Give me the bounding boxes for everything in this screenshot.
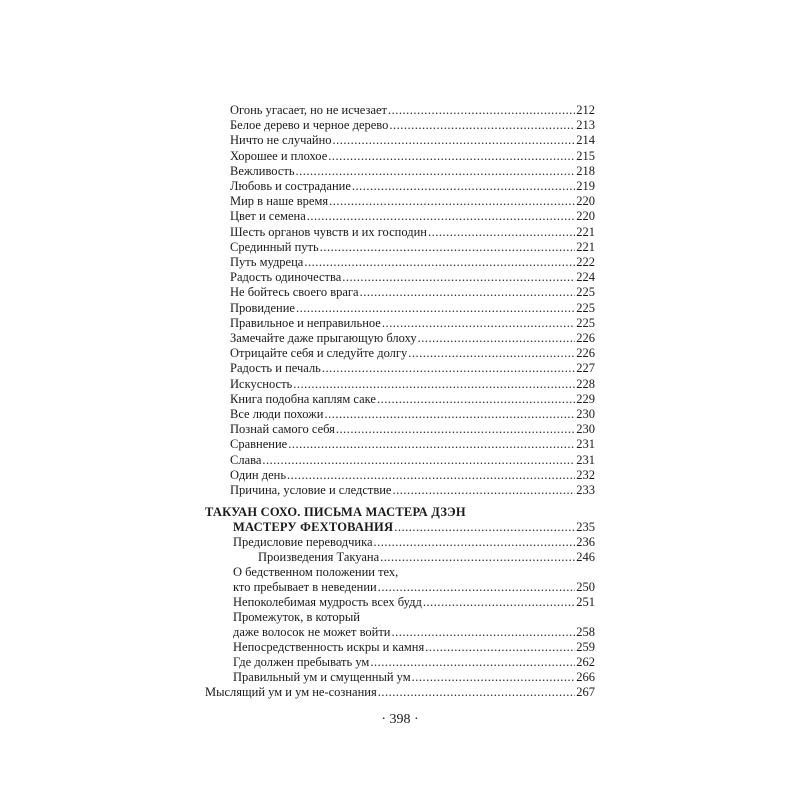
toc-entry-title: Не бойтесь своего врага <box>230 285 359 300</box>
toc-entry <box>230 468 595 483</box>
toc-entry <box>230 301 595 316</box>
toc-entry-page: 251 <box>576 595 595 609</box>
toc-entry-page: 220 <box>576 194 595 209</box>
leader-dots <box>394 520 575 535</box>
leader-dots <box>389 118 575 133</box>
toc-entry-page: 214 <box>576 133 595 148</box>
toc-entry-title: Непоколебимая мудрость всех будд <box>233 595 422 609</box>
toc-entry-page: 266 <box>576 670 595 684</box>
leader-dots <box>287 468 575 483</box>
toc-entry-title: Произведения Такуана <box>258 550 380 564</box>
toc-entry-page: 230 <box>576 422 595 437</box>
toc-entry-section-heading <box>233 520 595 535</box>
toc-entry-page: 225 <box>576 315 595 330</box>
toc-entry-works <box>258 550 595 565</box>
leader-dots <box>293 377 575 392</box>
leader-dots <box>342 270 575 285</box>
toc-entry-title: МАСТЕРУ ФЕХТОВАНИЯ <box>233 520 394 534</box>
leader-dots <box>380 550 575 565</box>
toc-entry-page: 222 <box>576 255 595 269</box>
leader-dots <box>262 453 575 468</box>
toc-entry-thinking-mind <box>205 685 595 700</box>
toc-entry <box>230 346 595 361</box>
toc-entry-title: Все люди похожи <box>230 407 324 421</box>
toc-entry <box>230 483 595 498</box>
toc-entry <box>230 255 595 270</box>
toc-entry-page: 213 <box>576 118 595 133</box>
leader-dots <box>288 437 575 452</box>
toc-entry-title: Мир в наше время <box>230 194 329 209</box>
toc-entry-page: 259 <box>576 640 595 654</box>
toc-entry-title: Правильный ум и смущенный ум <box>233 670 411 684</box>
toc-entry-title: Путь мудреца <box>230 255 304 269</box>
toc-entry-page: 232 <box>576 467 595 482</box>
leader-dots <box>370 655 575 670</box>
leader-dots <box>329 194 575 209</box>
toc-entry-plight <box>233 580 595 595</box>
toc-entry <box>230 164 595 179</box>
toc-entry-page: 227 <box>576 361 595 376</box>
toc-entry <box>230 407 595 422</box>
toc-entry-title: Вежливость <box>230 163 295 178</box>
leader-dots <box>336 422 575 437</box>
leader-dots <box>325 407 576 422</box>
section-heading-line1: ТАКУАН СОХО. ПИСЬМА МАСТЕРА ДЗЭН <box>205 505 466 519</box>
toc-entry-page: 225 <box>576 300 595 315</box>
toc-entry-page: 219 <box>576 179 595 193</box>
toc-entry-title: Замечайте даже прыгающую блоху <box>230 331 417 345</box>
toc-entry-preface <box>233 535 595 550</box>
toc-entry-page: 224 <box>576 270 595 285</box>
leader-dots <box>378 685 576 700</box>
toc-entry-page: 236 <box>576 535 595 549</box>
toc-entry-title: Радость и печаль <box>230 361 321 376</box>
toc-entry <box>230 133 595 148</box>
page-number: · 398 · <box>381 712 419 727</box>
toc-entry-title: Отрицайте себя и следуйте долгу <box>230 346 408 361</box>
toc-entry-page: 262 <box>576 655 595 669</box>
toc-entry-title: Радость одиночества <box>230 270 342 285</box>
toc-entry <box>230 437 595 452</box>
leader-dots <box>428 225 575 240</box>
leader-dots <box>382 316 575 331</box>
toc-entry-title: Сравнение <box>230 437 288 452</box>
toc-entry-title: Причина, условие и следствие <box>230 483 392 497</box>
leader-dots <box>425 640 575 655</box>
toc-entry-page: 258 <box>576 625 595 639</box>
toc-entry-wisdom <box>233 595 595 610</box>
toc-entry <box>230 392 595 407</box>
toc-entry-page: 226 <box>576 331 595 345</box>
leader-dots <box>374 535 576 550</box>
toc-entry-where-mind <box>233 655 595 670</box>
toc-entry <box>230 240 595 255</box>
toc-entry-title: Правильное и неправильное <box>230 315 381 330</box>
toc-entry <box>230 209 595 224</box>
toc-entry <box>230 179 595 194</box>
toc-entry-page: 218 <box>576 163 595 178</box>
toc-entry <box>230 270 595 285</box>
leader-dots <box>296 164 576 179</box>
toc-entry-page: 229 <box>576 391 595 406</box>
toc-entry-title: Один день <box>230 467 287 482</box>
leader-dots <box>304 255 575 270</box>
toc-entry-page: 212 <box>576 103 595 117</box>
toc-entry-gap <box>233 625 595 640</box>
toc-entry <box>230 149 595 164</box>
toc-entry-title: Мыслящий ум и ум не-сознания <box>205 685 377 699</box>
toc-entry-plight-line1: О бедственном положении тех, <box>233 565 399 579</box>
toc-entry <box>230 194 595 209</box>
toc-entry-gap-line1: Промежуток, в который <box>233 610 360 624</box>
toc-entry-page: 235 <box>576 520 595 534</box>
toc-entry-page: 215 <box>576 148 595 163</box>
toc-entry-page: 220 <box>576 209 595 224</box>
leader-dots <box>352 179 575 194</box>
leader-dots <box>418 331 576 346</box>
toc-entry-title: Цвет и семена <box>230 209 306 224</box>
toc-entry-page: 226 <box>576 346 595 361</box>
toc-entry-page: 246 <box>576 550 595 564</box>
toc-entry-page: 231 <box>576 437 595 452</box>
leader-dots <box>307 209 575 224</box>
leader-dots <box>391 625 575 640</box>
leader-dots <box>360 285 576 300</box>
leader-dots <box>322 361 575 376</box>
toc-entry <box>230 361 595 376</box>
toc-entry-title: Книга подобна каплям саке <box>230 391 376 406</box>
toc-entry-title: Хорошее и плохое <box>230 148 328 163</box>
leader-dots <box>377 392 575 407</box>
toc-entry <box>230 103 595 118</box>
leader-dots <box>408 346 575 361</box>
toc-entry-page: 225 <box>576 285 595 300</box>
leader-dots <box>320 240 576 255</box>
toc-entry <box>230 453 595 468</box>
toc-entry-page: 267 <box>576 685 595 699</box>
toc-entry-page: 230 <box>576 407 595 421</box>
toc-entry <box>230 225 595 240</box>
toc-entry-title: кто пребывает в неведении <box>233 580 377 594</box>
toc-entry-page: 231 <box>576 452 595 467</box>
toc-entry-title: Ничто не случайно <box>230 133 332 148</box>
toc-entry-page: 228 <box>576 376 595 391</box>
toc-entry <box>230 331 595 346</box>
leader-dots <box>392 483 575 498</box>
toc-entry-title: Предисловие переводчика <box>233 535 373 549</box>
leader-dots <box>388 103 575 118</box>
toc-entry-page: 250 <box>576 580 595 594</box>
toc-entry <box>230 377 595 392</box>
toc-entry <box>230 118 595 133</box>
toc-entry-title: Белое дерево и черное дерево <box>230 118 389 133</box>
toc-entry <box>230 316 595 331</box>
toc-entry-title: Провидение <box>230 300 295 315</box>
leader-dots <box>328 149 575 164</box>
toc-entry <box>230 422 595 437</box>
toc-entry-spark <box>233 640 595 655</box>
toc-entry-title: Огонь угасает, но не исчезает <box>230 103 388 117</box>
toc-entry-title: Где должен пребывать ум <box>233 655 370 669</box>
toc-entry-title: Познай самого себя <box>230 422 335 437</box>
toc-entry-title: Шесть органов чувств и их господин <box>230 224 427 239</box>
leader-dots <box>423 595 575 610</box>
toc-entry-title: Искусность <box>230 376 293 391</box>
toc-entry-title: Непосредственность искры и камня <box>233 640 425 654</box>
leader-dots <box>333 133 576 148</box>
toc-entry-title: даже волосок не может войти <box>233 625 391 639</box>
toc-entry-page: 221 <box>576 224 595 239</box>
toc-entry-title: Любовь и сострадание <box>230 179 351 193</box>
leader-dots <box>296 301 575 316</box>
toc-entry-page: 233 <box>576 483 595 497</box>
toc-entry-right-mind <box>233 670 595 685</box>
leader-dots <box>412 670 576 685</box>
toc-entry-title: Срединный путь <box>230 239 319 254</box>
toc-entry <box>230 285 595 300</box>
toc-entry-page: 221 <box>576 239 595 254</box>
leader-dots <box>378 580 576 595</box>
toc-entry-title: Слава <box>230 452 262 467</box>
